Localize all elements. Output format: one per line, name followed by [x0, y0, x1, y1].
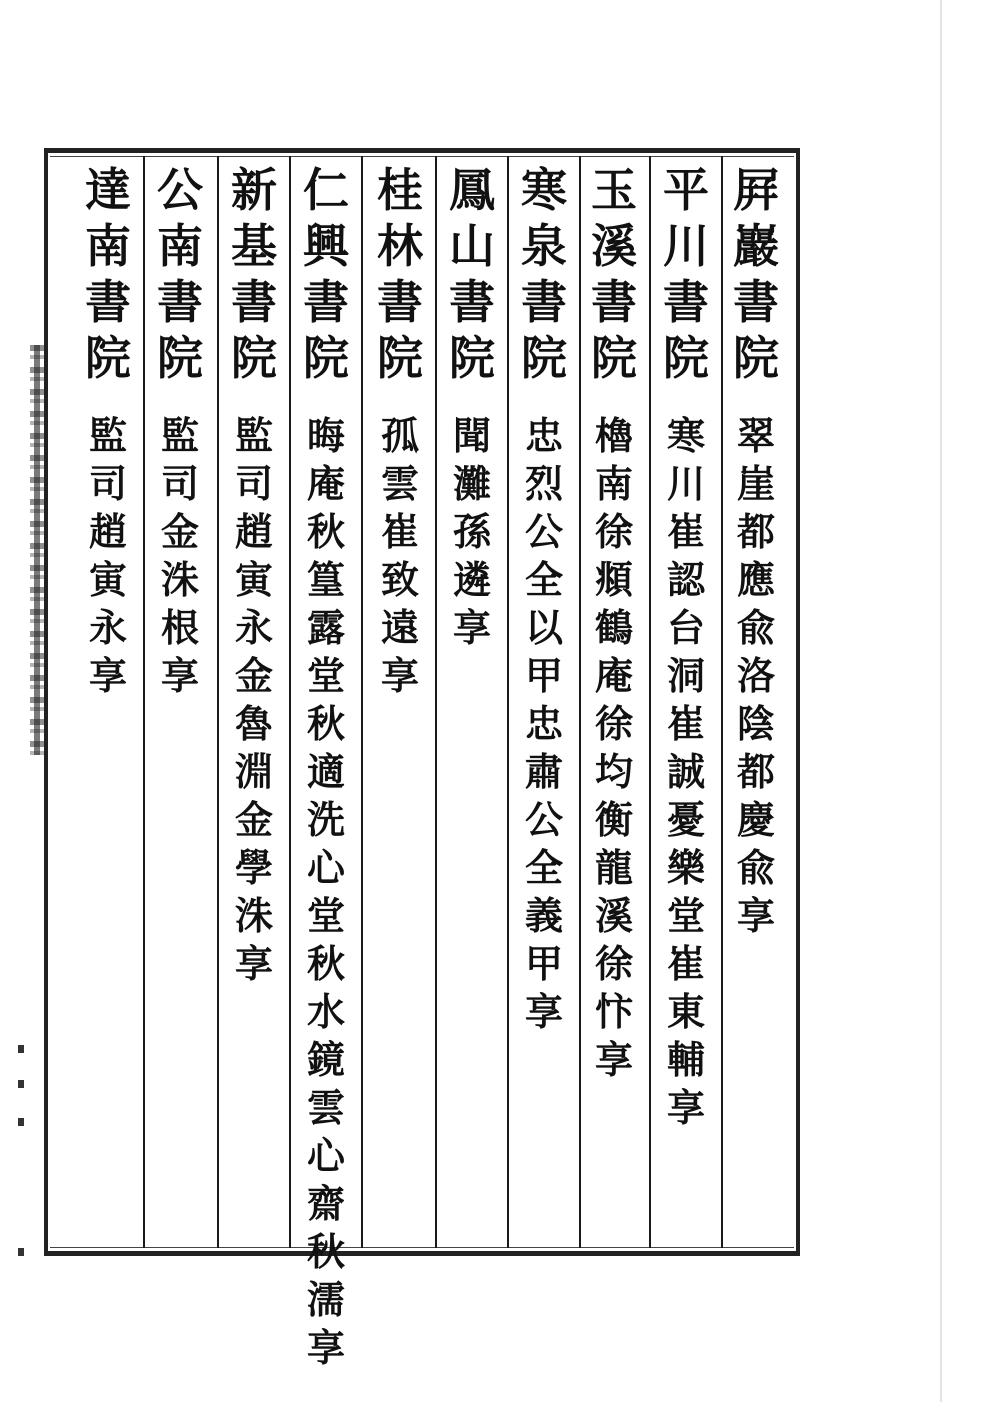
academy-name-char: 桂 — [377, 163, 423, 217]
academy-column — [516, 162, 572, 1036]
enshrined-persons-char: 南 — [594, 461, 633, 506]
academy-name-char: 仁 — [303, 163, 349, 217]
academy-column — [226, 162, 282, 988]
enshrined-persons-char: 寅 — [234, 557, 273, 602]
academy-name-char: 院 — [449, 331, 495, 385]
enshrined-persons-char: 鏡 — [306, 1037, 345, 1082]
academy-name-char: 院 — [303, 331, 349, 385]
academy-name — [444, 162, 500, 386]
enshrined-persons — [728, 412, 784, 940]
academy-name-char: 書 — [85, 275, 131, 329]
academy-column — [372, 162, 428, 700]
enshrined-persons-char: 洗 — [306, 797, 345, 842]
enshrined-persons-char: 崔 — [666, 701, 705, 746]
enshrined-persons-char: 聞 — [452, 413, 491, 458]
academy-name-char: 書 — [733, 275, 779, 329]
academy-name — [372, 162, 428, 386]
margin-mark — [18, 1080, 24, 1088]
academy-name-char: 院 — [733, 331, 779, 385]
enshrined-persons-char: 陰 — [736, 701, 775, 746]
enshrined-persons-char: 齋 — [306, 1181, 345, 1226]
academy-name-char: 寒 — [521, 163, 567, 217]
academy-name-char: 達 — [85, 163, 131, 217]
enshrined-persons — [226, 412, 282, 988]
academy-name-char: 玉 — [591, 163, 637, 217]
enshrined-persons-char: 晦 — [306, 413, 345, 458]
enshrined-persons-char: 誠 — [666, 749, 705, 794]
enshrined-persons-char: 堂 — [306, 653, 345, 698]
academy-name — [226, 162, 282, 386]
enshrined-persons-char: 頫 — [594, 557, 633, 602]
academy-column — [152, 162, 208, 700]
enshrined-persons-char: 翠 — [736, 413, 775, 458]
enshrined-persons-char: 享 — [160, 653, 199, 698]
enshrined-persons — [516, 412, 572, 1036]
academy-name-char: 書 — [157, 275, 203, 329]
enshrined-persons-char: 致 — [380, 557, 419, 602]
column-rule — [143, 156, 145, 1248]
academy-name-char: 巖 — [733, 219, 779, 273]
column-rule — [579, 156, 581, 1248]
academy-name — [658, 162, 714, 386]
enshrined-persons-char: 忭 — [594, 989, 633, 1034]
enshrined-persons-char: 司 — [234, 461, 273, 506]
enshrined-persons-char: 金 — [160, 509, 199, 554]
enshrined-persons-char: 洛 — [736, 653, 775, 698]
enshrined-persons-char: 遠 — [380, 605, 419, 650]
enshrined-persons-char: 永 — [88, 605, 127, 650]
academy-name — [298, 162, 354, 386]
enshrined-persons-char: 川 — [666, 461, 705, 506]
academy-name-char: 院 — [663, 331, 709, 385]
enshrined-persons-char: 庵 — [594, 653, 633, 698]
enshrined-persons-char: 台 — [666, 605, 705, 650]
enshrined-persons-char: 溪 — [594, 893, 633, 938]
academy-name-char: 院 — [231, 331, 277, 385]
enshrined-persons — [444, 412, 500, 652]
enshrined-persons — [152, 412, 208, 700]
margin-mark — [18, 1045, 24, 1053]
enshrined-persons-char: 秋 — [306, 1229, 345, 1274]
enshrined-persons-char: 認 — [666, 557, 705, 602]
enshrined-persons-char: 學 — [234, 845, 273, 890]
academy-name-char: 南 — [85, 219, 131, 273]
academy-name-char: 書 — [591, 275, 637, 329]
enshrined-persons-char: 義 — [524, 893, 563, 938]
enshrined-persons-char: 享 — [666, 1085, 705, 1130]
academy-name-char: 書 — [521, 275, 567, 329]
academy-name — [586, 162, 642, 386]
enshrined-persons-char: 趙 — [234, 509, 273, 554]
enshrined-persons — [658, 412, 714, 1132]
enshrined-persons-char: 秋 — [306, 941, 345, 986]
academy-name-char: 書 — [377, 275, 423, 329]
enshrined-persons-char: 享 — [88, 653, 127, 698]
enshrined-persons-char: 享 — [736, 893, 775, 938]
enshrined-persons-char: 崖 — [736, 461, 775, 506]
enshrined-persons-char: 司 — [88, 461, 127, 506]
academy-name-char: 書 — [449, 275, 495, 329]
enshrined-persons-char: 應 — [736, 557, 775, 602]
enshrined-persons-char: 崔 — [666, 941, 705, 986]
enshrined-persons-char: 享 — [380, 653, 419, 698]
academy-column — [658, 162, 714, 1132]
enshrined-persons-char: 徐 — [594, 941, 633, 986]
enshrined-persons-char: 憂 — [666, 797, 705, 842]
academy-name-char: 林 — [377, 219, 423, 273]
margin-mark — [18, 1248, 24, 1256]
column-rule — [649, 156, 651, 1248]
margin-mark — [18, 1118, 24, 1126]
enshrined-persons-char: 以 — [524, 605, 563, 650]
academy-name-char: 鳳 — [449, 163, 495, 217]
academy-name-char: 泉 — [521, 219, 567, 273]
enshrined-persons-char: 監 — [234, 413, 273, 458]
academy-name-char: 新 — [231, 163, 277, 217]
paper-edge — [940, 0, 942, 1402]
academy-name — [728, 162, 784, 386]
academy-column — [728, 162, 784, 940]
enshrined-persons-char: 雲 — [380, 461, 419, 506]
enshrined-persons-char: 全 — [524, 557, 563, 602]
academy-name-char: 溪 — [591, 219, 637, 273]
enshrined-persons-char: 堂 — [666, 893, 705, 938]
enshrined-persons-char: 庵 — [306, 461, 345, 506]
enshrined-persons-char: 公 — [524, 509, 563, 554]
enshrined-persons-char: 享 — [234, 941, 273, 986]
enshrined-persons-char: 徐 — [594, 509, 633, 554]
enshrined-persons-char: 烈 — [524, 461, 563, 506]
enshrined-persons-char: 洞 — [666, 653, 705, 698]
academy-column — [298, 162, 354, 1372]
enshrined-persons-char: 甲 — [524, 653, 563, 698]
enshrined-persons-char: 衡 — [594, 797, 633, 842]
enshrined-persons-char: 濡 — [306, 1277, 345, 1322]
enshrined-persons-char: 司 — [160, 461, 199, 506]
enshrined-persons-char: 洙 — [234, 893, 273, 938]
enshrined-persons-char: 永 — [234, 605, 273, 650]
enshrined-persons-char: 甲 — [524, 941, 563, 986]
enshrined-persons-char: 鶴 — [594, 605, 633, 650]
column-rule — [217, 156, 219, 1248]
academy-name-char: 院 — [85, 331, 131, 385]
enshrined-persons-char: 監 — [160, 413, 199, 458]
enshrined-persons-char: 金 — [234, 797, 273, 842]
enshrined-persons-char: 徐 — [594, 701, 633, 746]
enshrined-persons — [298, 412, 354, 1372]
enshrined-persons-char: 享 — [594, 1037, 633, 1082]
enshrined-persons-char: 東 — [666, 989, 705, 1034]
academy-name-char: 書 — [231, 275, 277, 329]
enshrined-persons-char: 洙 — [160, 557, 199, 602]
enshrined-persons-char: 灘 — [452, 461, 491, 506]
enshrined-persons-char: 淵 — [234, 749, 273, 794]
enshrined-persons-char: 兪 — [736, 605, 775, 650]
binding-margin-line — [34, 345, 40, 755]
enshrined-persons-char: 全 — [524, 845, 563, 890]
enshrined-persons-char: 龍 — [594, 845, 633, 890]
enshrined-persons-char: 都 — [736, 749, 775, 794]
academy-name-char: 平 — [663, 163, 709, 217]
column-rule — [361, 156, 363, 1248]
enshrined-persons-char: 適 — [306, 749, 345, 794]
academy-name-char: 屛 — [733, 163, 779, 217]
enshrined-persons-char: 遴 — [452, 557, 491, 602]
academy-column — [586, 162, 642, 1084]
academy-name-char: 基 — [231, 219, 277, 273]
column-rule — [289, 156, 291, 1248]
enshrined-persons-char: 肅 — [524, 749, 563, 794]
enshrined-persons-char: 寅 — [88, 557, 127, 602]
enshrined-persons-char: 根 — [160, 605, 199, 650]
academy-column — [80, 162, 136, 700]
academy-name-char: 川 — [663, 219, 709, 273]
enshrined-persons-char: 篁 — [306, 557, 345, 602]
enshrined-persons-char: 崔 — [380, 509, 419, 554]
academy-name-char: 院 — [157, 331, 203, 385]
enshrined-persons — [372, 412, 428, 700]
enshrined-persons-char: 兪 — [736, 845, 775, 890]
enshrined-persons-char: 心 — [306, 845, 345, 890]
enshrined-persons-char: 魯 — [234, 701, 273, 746]
enshrined-persons-char: 均 — [594, 749, 633, 794]
academy-name-char: 南 — [157, 219, 203, 273]
enshrined-persons-char: 秋 — [306, 509, 345, 554]
enshrined-persons — [80, 412, 136, 700]
enshrined-persons-char: 樂 — [666, 845, 705, 890]
academy-name — [80, 162, 136, 386]
enshrined-persons-char: 慶 — [736, 797, 775, 842]
enshrined-persons-char: 露 — [306, 605, 345, 650]
enshrined-persons-char: 寒 — [666, 413, 705, 458]
enshrined-persons-char: 孫 — [452, 509, 491, 554]
academy-name-char: 興 — [303, 219, 349, 273]
enshrined-persons-char: 忠 — [524, 701, 563, 746]
enshrined-persons-char: 雲 — [306, 1085, 345, 1130]
enshrined-persons-char: 忠 — [524, 413, 563, 458]
enshrined-persons-char: 孤 — [380, 413, 419, 458]
enshrined-persons-char: 趙 — [88, 509, 127, 554]
enshrined-persons-char: 堂 — [306, 893, 345, 938]
academy-name-char: 院 — [591, 331, 637, 385]
enshrined-persons-char: 水 — [306, 989, 345, 1034]
enshrined-persons — [586, 412, 642, 1084]
enshrined-persons-char: 金 — [234, 653, 273, 698]
column-rule — [435, 156, 437, 1248]
academy-name-char: 院 — [377, 331, 423, 385]
academy-name-char: 公 — [157, 163, 203, 217]
enshrined-persons-char: 輔 — [666, 1037, 705, 1082]
column-rule — [507, 156, 509, 1248]
enshrined-persons-char: 秋 — [306, 701, 345, 746]
enshrined-persons-char: 享 — [306, 1325, 345, 1370]
enshrined-persons-char: 櫓 — [594, 413, 633, 458]
academy-column — [444, 162, 500, 652]
enshrined-persons-char: 心 — [306, 1133, 345, 1178]
column-rule — [721, 156, 723, 1248]
academy-name — [516, 162, 572, 386]
academy-name-char: 院 — [521, 331, 567, 385]
enshrined-persons-char: 都 — [736, 509, 775, 554]
academy-name-char: 書 — [663, 275, 709, 329]
enshrined-persons-char: 公 — [524, 797, 563, 842]
academy-name-char: 山 — [449, 219, 495, 273]
enshrined-persons-char: 監 — [88, 413, 127, 458]
enshrined-persons-char: 享 — [452, 605, 491, 650]
academy-name-char: 書 — [303, 275, 349, 329]
enshrined-persons-char: 享 — [524, 989, 563, 1034]
academy-name — [152, 162, 208, 386]
enshrined-persons-char: 崔 — [666, 509, 705, 554]
